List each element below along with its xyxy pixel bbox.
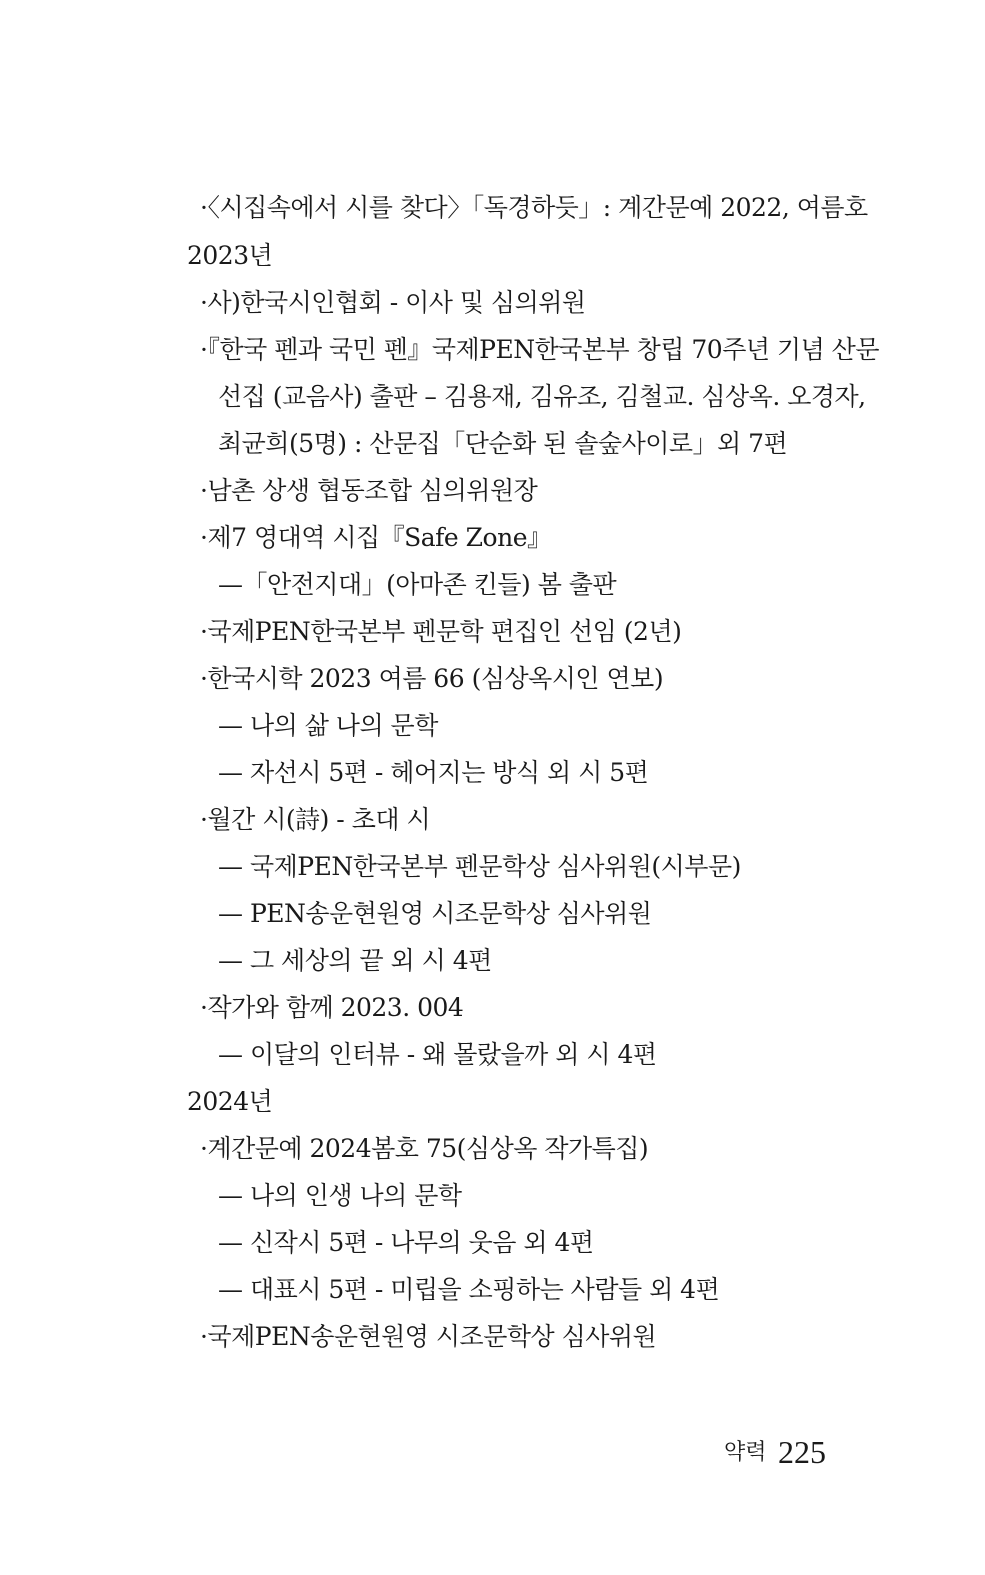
list-item: ·계간문예 2024봄호 75(심상옥 작가특집) — [200, 1134, 649, 1163]
page-number: 225 — [778, 1434, 826, 1470]
sub-item: — 대표시 5편 - 미립을 소핑하는 사람들 외 4편 — [218, 1275, 720, 1304]
year-heading-2023: 2023년 — [187, 241, 273, 270]
list-item: ·『한국 펜과 국민 펜』국제PEN한국본부 창립 70주년 기념 산문 — [200, 335, 879, 364]
year-heading-2024: 2024년 — [187, 1087, 273, 1116]
sub-item: — 국제PEN한국본부 펜문학상 심사위원(시부문) — [218, 852, 741, 881]
sub-item: — 그 세상의 끝 외 시 4편 — [218, 946, 492, 975]
list-item: ·국제PEN송운현원영 시조문학상 심사위원 — [200, 1322, 657, 1351]
sub-item: —「안전지대」(아마존 킨들) 봄 출판 — [218, 570, 617, 599]
sub-item: — 이달의 인터뷰 - 왜 몰랐을까 외 시 4편 — [218, 1040, 657, 1069]
list-item: ·제7 영대역 시집『Safe Zone』 — [200, 523, 552, 552]
list-item: ·월간 시(詩) - 초대 시 — [200, 805, 431, 834]
list-item-continuation: 선집 (교음사) 출판 – 김용재, 김유조, 김철교. 심상옥. 오경자, — [218, 382, 866, 411]
list-item: ·작가와 함께 2023. 004 — [200, 993, 464, 1022]
running-footer-label: 약력 — [724, 1440, 767, 1465]
list-item: ·사)한국시인협회 - 이사 및 심의위원 — [200, 288, 586, 317]
sub-item: — 신작시 5편 - 나무의 웃음 외 4편 — [218, 1228, 594, 1257]
sub-item: — 나의 삶 나의 문학 — [218, 711, 438, 740]
list-item: ·한국시학 2023 여름 66 (심상옥시인 연보) — [200, 664, 664, 693]
sub-item: — 자선시 5편 - 헤어지는 방식 외 시 5편 — [218, 758, 649, 787]
list-item: ·국제PEN한국본부 펜문학 편집인 선임 (2년) — [200, 617, 682, 646]
list-item-continuation: 최균희(5명) : 산문집「단순화 된 솔숲사이로」외 7편 — [218, 429, 788, 458]
list-item: ·〈시집속에서 시를 찾다〉「독경하듯」: 계간문예 2022, 여름호 — [200, 193, 868, 222]
sub-item: — PEN송운현원영 시조문학상 심사위원 — [218, 899, 652, 928]
sub-item: — 나의 인생 나의 문학 — [218, 1181, 462, 1210]
list-item: ·남촌 상생 협동조합 심의위원장 — [200, 476, 538, 505]
